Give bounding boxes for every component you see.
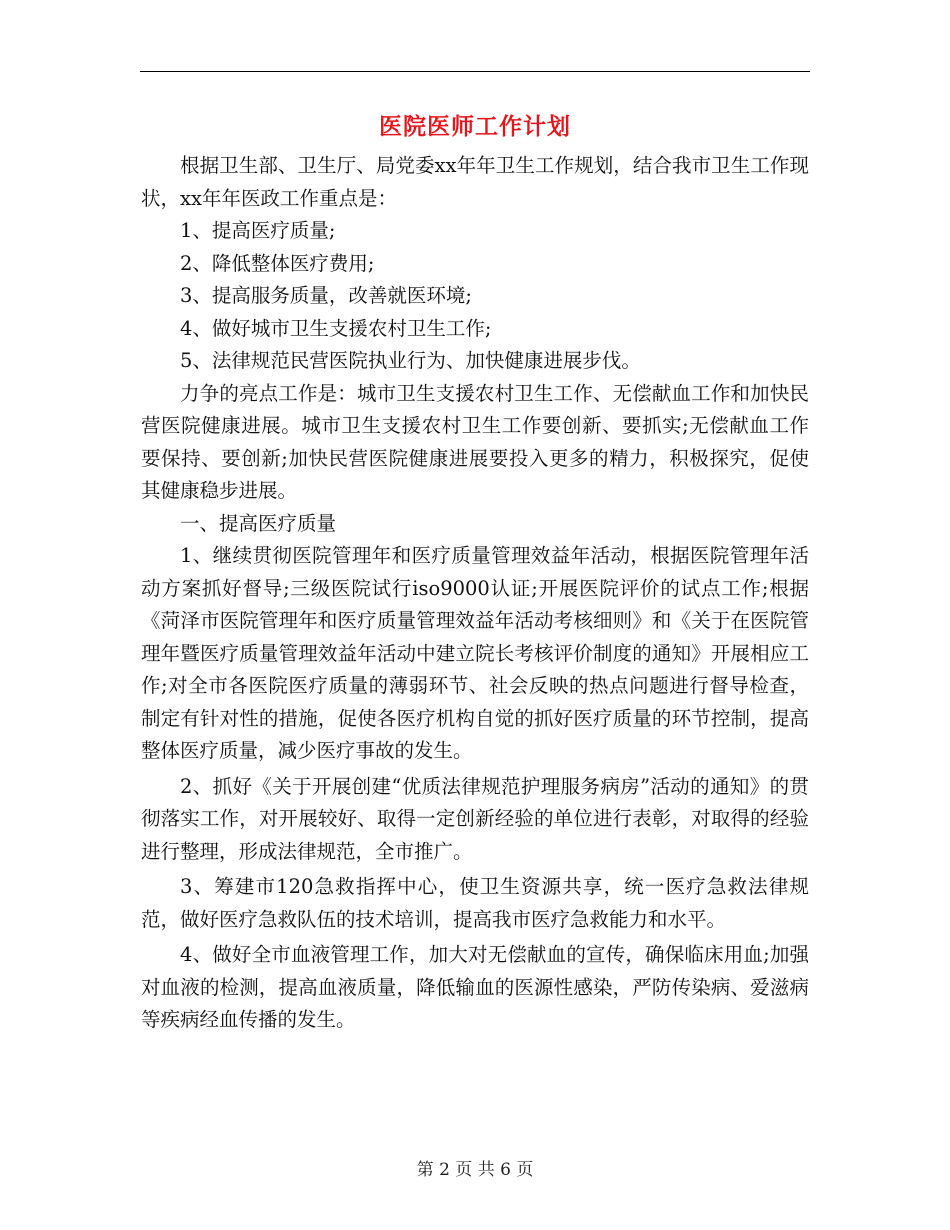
document-body	[141, 150, 809, 1037]
header-rule	[140, 71, 810, 72]
section-item-2: 2、抓好《关于开展创建“优质法律规范护理服务病房”活动的通知》的贯彻落实工作，对开展较好、取得一定创新经验的单位进行表彰，对取得的经验进行整理，形成法律规范，全市推广。	[141, 774, 809, 863]
intro-paragraph: 根据卫生部、卫生厅、局党委xx年年卫生工作规划，结合我市卫生工作现状，xx年年医政工作重点是：	[141, 154, 809, 210]
page-number: 第 2 页 共 6 页	[416, 1160, 534, 1180]
highlight-paragraph: 力争的亮点工作是：城市卫生支援农村卫生工作、无偿献血工作和加快民营医院健康进展。城市卫生支援农村卫生工作要创新、要抓实;无偿献血工作要保持、要创新;加快民营医院健康进展要投入更多的精力，积极探究，促使其健康稳步进展。	[141, 381, 809, 502]
section-item-4: 4、做好全市血液管理工作，加大对无偿献血的宣传，确保临床用血;加强对血液的检测，提高血液质量，降低输血的医源性感染，严防传染病、爱滋病等疾病经血传播的发生。	[141, 943, 809, 1031]
priority-item-4: 4、做好城市卫生支援农村卫生工作;	[180, 316, 492, 340]
priority-item-5: 5、法律规范民营医院执业行为、加快健康进展步伐。	[180, 349, 641, 372]
priority-item-1: 1、提高医疗质量;	[180, 219, 336, 242]
section-heading: 一、提高医疗质量	[180, 511, 337, 535]
priority-item-3: 3、提高服务质量，改善就医环境;	[180, 284, 472, 307]
document-title: 医院医师工作计划	[379, 113, 571, 140]
priority-item-2: 2、降低整体医疗费用;	[180, 251, 375, 275]
section-item-1: 1、继续贯彻医院管理年和医疗质量管理效益年活动，根据医院管理年活动方案抓好督导;三级医院试行iso9000认证;开展医院评价的试点工作;根据《菏泽市医院管理年和医疗质量管理效益年活动考核细则》和《关于在医院管理年暨医疗质量管理效益年活动中建立院长考核评价制度的通知》开展相应工作;对全市各医院医疗质量的薄弱环节、社会反映的热点问题进行督导检查，制定有针对性的措施，促使各医疗机构自觉的抓好医疗质量的环节控制，提高整体医疗质量，减少医疗事故的发生。	[141, 544, 809, 762]
section-item-3: 3、筹建市120急救指挥中心，使卫生资源共享，统一医疗急救法律规范，做好医疗急救队伍的技术培训，提高我市医疗急救能力和水平。	[141, 875, 809, 931]
